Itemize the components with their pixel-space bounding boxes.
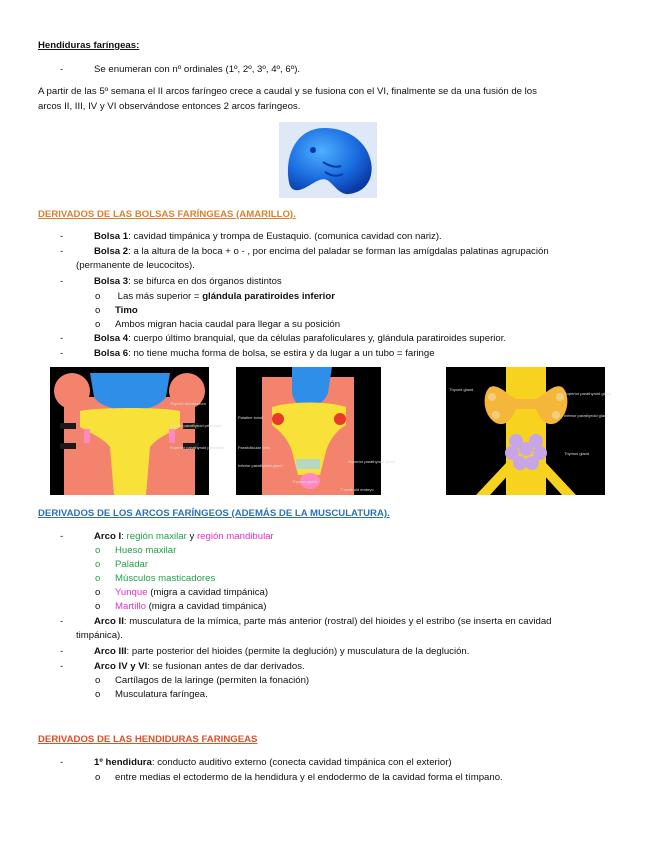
- fig3-label-thyroid: Thyroid gland: [449, 387, 474, 392]
- sub-item-hueso-maxilar: o Hueso maxilar: [95, 545, 177, 556]
- fig2-label-superior: Superior parathyroid gland: [348, 459, 396, 464]
- list-item-bolsa-4: - Bolsa 4: cuerpo último branquial, que da células parafoliculares y, glándula paratiroides superior.: [60, 333, 507, 344]
- sub-item-martillo: o Martillo (migra a cavidad timpánica): [95, 601, 267, 612]
- sub-item-musculatura-faringea: o Musculatura faríngea.: [95, 689, 208, 700]
- fig1-label-superior: Superior parathyroid primordia: [170, 445, 225, 450]
- figure-glands-adult: [446, 367, 612, 495]
- fig1-label-thyroid: Thyroid diverticulum: [170, 401, 206, 406]
- sub-item-cartilagos-laringe: o Cartílagos de la laringe (permiten la fonación): [95, 675, 310, 686]
- list-item-arco-2-cont: timpánica).: [76, 630, 123, 641]
- sub-item-paratiroides-inferior: o Las más superior = glándula paratiroides inferior: [95, 291, 335, 302]
- intro-paragraph-line-1: A partir de las 5º semana el II arcos faríngeo crece a caudal y se fusiona con el VI, finalmente se da una fusión de los: [38, 86, 537, 97]
- fig2-label-inferior: Inferior parathyroid gland: [238, 463, 283, 468]
- intro-bullet: - Se enumeran con nº ordinales (1º, 2º, 3º, 4º, 6º).: [60, 64, 301, 75]
- section-title-arcos: DERIVADOS DE LOS ARCOS FARÍNGEOS (ADEMÁS DE LA MUSCULATURA).: [38, 508, 390, 519]
- list-item-arco-3: - Arco III: parte posterior del hioides (permite la deglución) y musculatura de la deglución.: [60, 646, 470, 657]
- list-item-bolsa-1: - Bolsa 1: cavidad timpánica y trompa de Eustaquio. (comunica cavidad con nariz).: [60, 231, 442, 242]
- fig2-label-thymus: Thymus gland: [292, 479, 318, 484]
- fig2-label-age: 7 week old embryo: [340, 487, 374, 492]
- sub-item-migran: o Ambos migran hacia caudal para llegar a su posición: [95, 319, 341, 330]
- list-item-bolsa-2: - Bolsa 2: a la altura de la boca + o - , por encima del paladar se forman las amígdalas palatinas agrupación: [60, 246, 549, 257]
- figure-pouches-7week: [236, 367, 396, 495]
- sub-item-yunque: o Yunque (migra a cavidad timpánica): [95, 587, 269, 598]
- fig1-label-inferior: Inferior parathyroid primordia: [170, 423, 222, 428]
- list-item-hendidura-1: - 1º hendidura: conducto auditivo externo (conecta cavidad timpánica con el exterior): [60, 757, 452, 768]
- sub-item-timpano: o entre medias el ectodermo de la hendidura y el endodermo de la cavidad forma el tímpano.: [95, 772, 503, 783]
- list-item-arco-2: - Arco II: musculatura de la mímica, parte más anterior (rostral) del hioides y el estribo (se inserta en cavidad: [60, 616, 552, 627]
- figure-pouches-early: [50, 367, 225, 495]
- list-item-bolsa-6: - Bolsa 6: no tiene mucha forma de bolsa, se estira y da lugar a un tubo = faringe: [60, 348, 435, 359]
- sub-item-timo: o Timo: [95, 305, 138, 316]
- embryo-image: [279, 122, 377, 198]
- page-heading: Hendiduras faríngeas:: [38, 40, 140, 51]
- sub-item-musculos-masticadores: o Músculos masticadores: [95, 573, 216, 584]
- fig3-label-thymus: Thymus gland: [564, 451, 590, 456]
- section-title-bolsas: DERIVADOS DE LAS BOLSAS FARÍNGEAS (AMARILLO).: [38, 209, 296, 220]
- fig3-label-superior: Superior parathyroid gland: [564, 391, 612, 396]
- list-item-arco-4-6: - Arco IV y VI: se fusionan antes de dar derivados.: [60, 661, 305, 672]
- section-title-hendiduras: DERIVADOS DE LAS HENDIDURAS FARINGEAS: [38, 734, 258, 745]
- list-item-bolsa-2-cont: (permanente de leucocitos).: [76, 260, 195, 271]
- fig2-label-palatine: Palatine tonsil: [238, 415, 263, 420]
- list-item-bolsa-3: - Bolsa 3: se bifurca en dos órganos distintos: [60, 276, 282, 287]
- intro-paragraph-line-2: arcos II, III, IV y VI observándose entonces 2 arcos faríngeos.: [38, 101, 301, 112]
- list-item-arco-1: - Arco I: región maxilar y región mandibular: [60, 531, 274, 542]
- fig2-label-parafollicular: Parafollicular cells: [238, 445, 271, 450]
- fig3-label-inferior: Inferior parathyroid gland: [564, 413, 609, 418]
- sub-item-paladar: o Paladar: [95, 559, 149, 570]
